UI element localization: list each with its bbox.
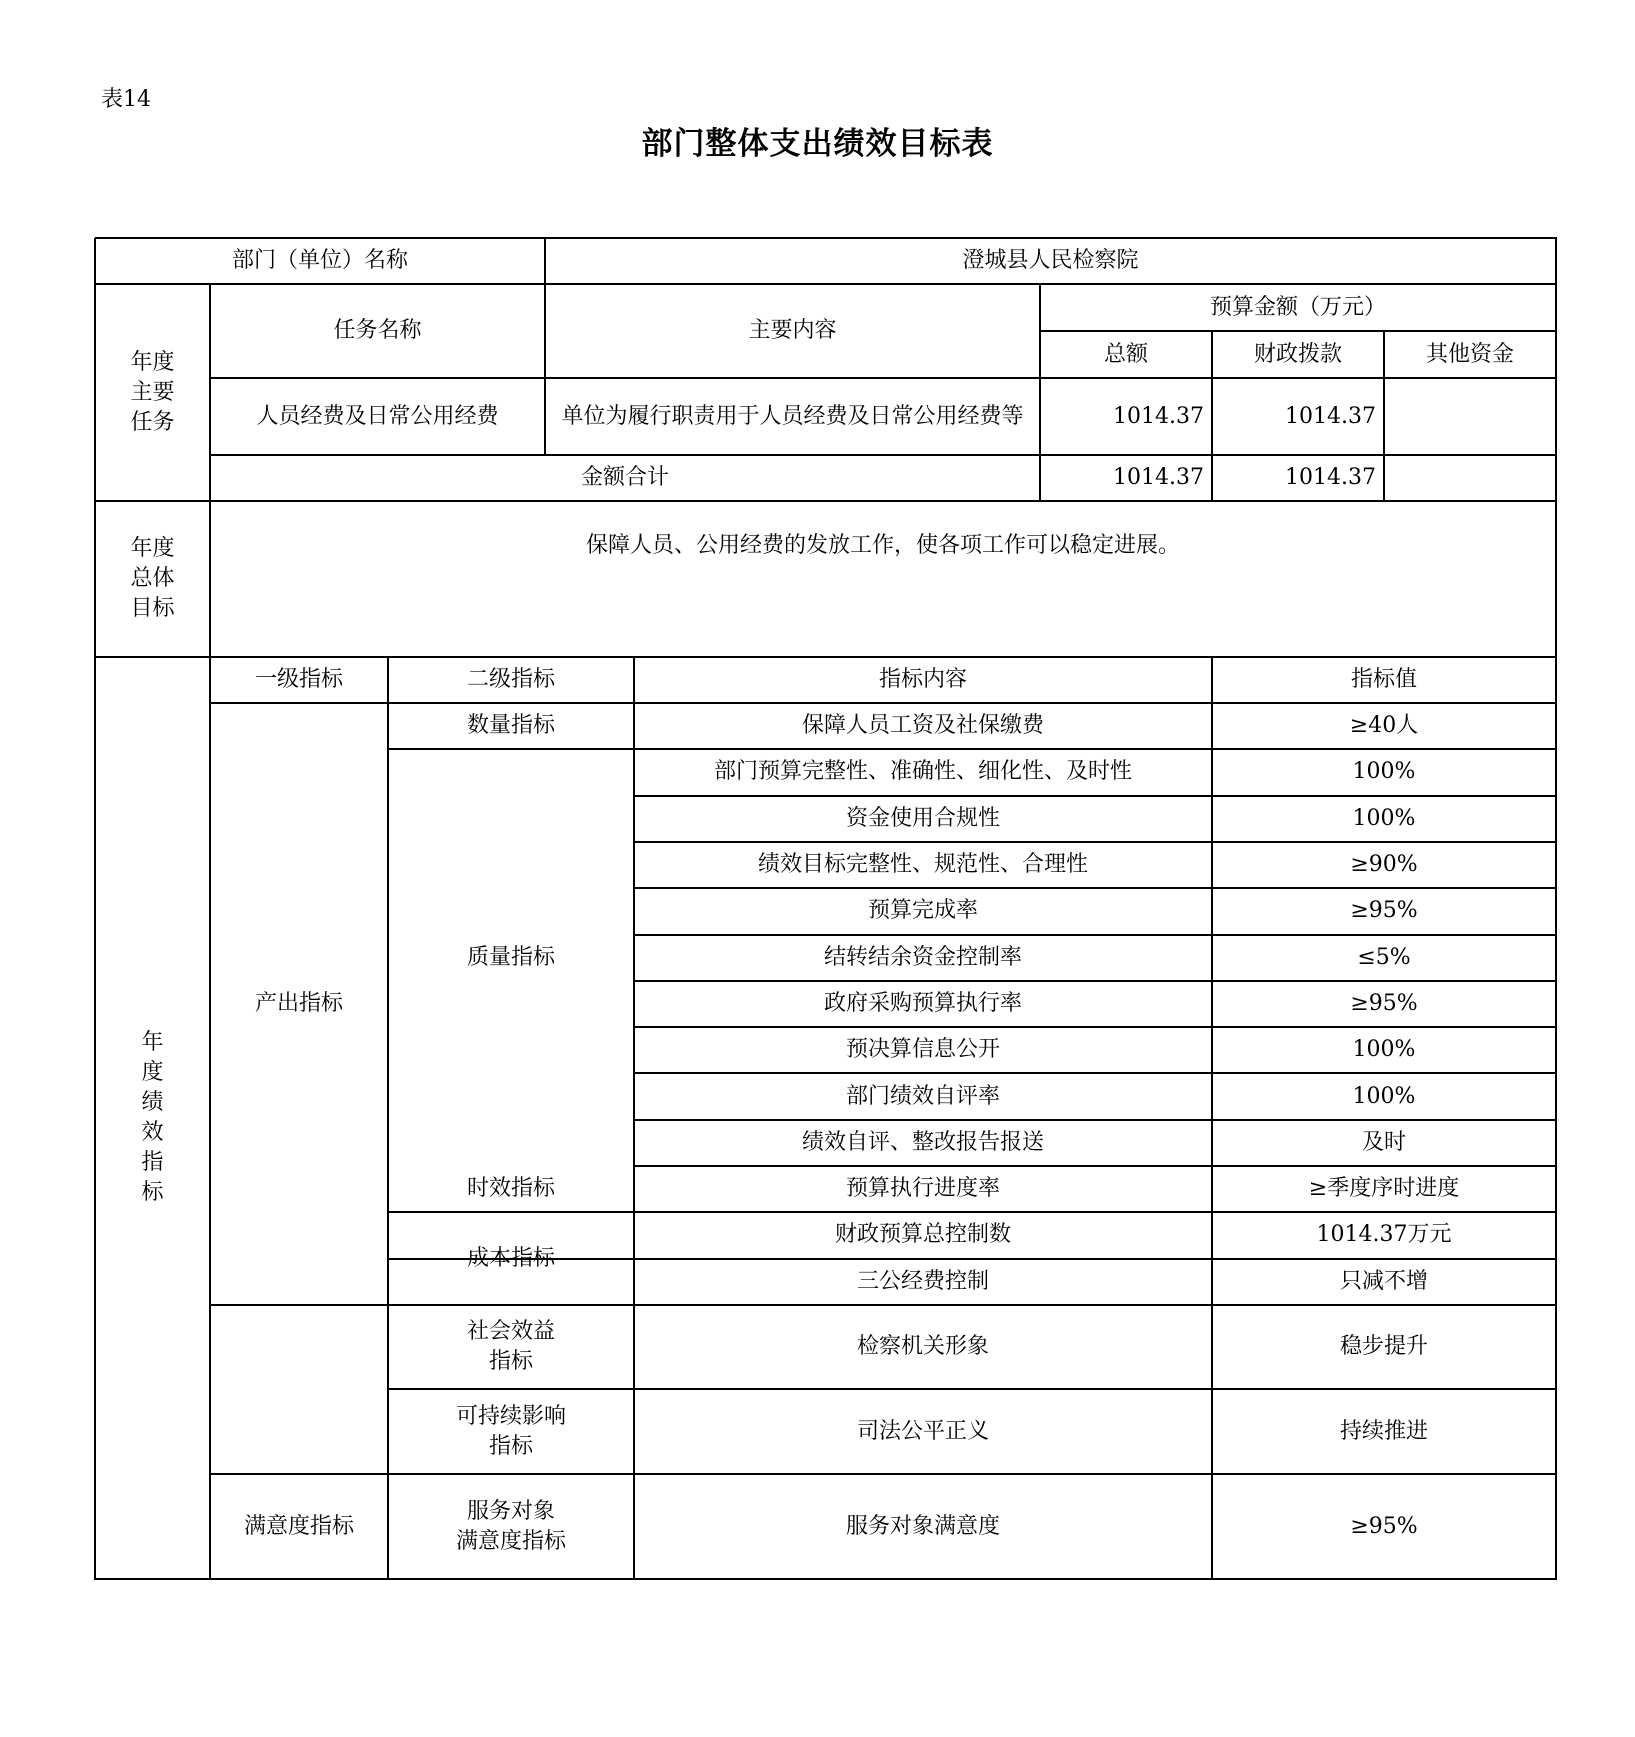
indicator-section-label-line: 标: [141, 1180, 164, 1205]
goal-text: 保障人员、公用经费的发放工作，使各项工作可以稳定进展。: [585, 533, 1180, 558]
indicator-value: ≥90%: [1350, 852, 1418, 878]
indicator-content: 预决算信息公开: [845, 1037, 1000, 1063]
col-total: 总额: [1103, 341, 1148, 367]
indicator-content: 预算执行进度率: [845, 1176, 1000, 1202]
col-other: 其他资金: [1425, 341, 1514, 367]
indicator-section-label-line: 效: [141, 1120, 164, 1145]
indicator-value: 100%: [1352, 1083, 1416, 1109]
indicator-content: 绩效目标完整性、规范性、合理性: [757, 852, 1088, 878]
task-other: [1384, 378, 1556, 455]
goal-section-label-line: 目标: [130, 596, 175, 621]
goal-section-label-line: 年度: [130, 536, 175, 561]
indicator-section-label: [95, 657, 210, 1579]
task-content: 单位为履行职责用于人员经费及日常公用经费等: [561, 403, 1024, 429]
indicator-content: 部门绩效自评率: [845, 1083, 1000, 1109]
col-task-name: 任务名称: [333, 318, 422, 343]
tasks-section-label-line: 年度: [130, 349, 175, 375]
sum-label: 金额合计: [580, 465, 669, 490]
level2-cost: 成本指标: [466, 1245, 555, 1271]
indicator-content: 资金使用合规性: [845, 805, 1000, 831]
indicator-content: 检察机关形象: [856, 1333, 989, 1359]
level2-timeliness: 时效指标: [466, 1176, 555, 1202]
level2-social-line: 指标: [488, 1348, 533, 1374]
level2-sustainable-line: 指标: [488, 1433, 533, 1459]
level2-social-line: 社会效益: [466, 1318, 555, 1344]
col-fiscal: 财政拨款: [1253, 341, 1342, 367]
task-name: 人员经费及日常公用经费: [256, 403, 499, 429]
level2-service: [388, 1474, 634, 1579]
indicator-value: 只减不增: [1339, 1268, 1428, 1294]
unit-name: 澄城县人民检察院: [962, 248, 1139, 273]
level1-effect: [210, 1305, 388, 1474]
col-budget: 预算金额（万元）: [1209, 294, 1386, 320]
col-indicator-content: 指标内容: [878, 667, 967, 692]
goal-section-label-line: 总体: [130, 566, 175, 591]
indicator-content: 财政预算总控制数: [834, 1222, 1011, 1248]
tasks-section-label-line: 任务: [130, 409, 175, 435]
goal-section-label: [95, 501, 210, 657]
indicator-value: 1014.37万元: [1316, 1222, 1452, 1248]
indicator-value: 100%: [1352, 1037, 1416, 1063]
level2-social: [388, 1305, 634, 1389]
indicator-value: ≥40人: [1349, 713, 1419, 739]
indicator-content: 绩效自评、整改报告报送: [801, 1129, 1044, 1155]
indicator-value: ≥95%: [1350, 898, 1418, 924]
indicator-section-label-line: 年: [141, 1030, 164, 1055]
tasks-section-label: [95, 284, 210, 501]
col-level2: 二级指标: [466, 667, 555, 692]
indicator-section-label-line: 绩: [141, 1090, 164, 1115]
indicator-content: 政府采购预算执行率: [823, 990, 1022, 1016]
indicator-value: ≥95%: [1350, 990, 1418, 1016]
indicator-value: 100%: [1352, 805, 1416, 831]
level2-quality: 质量指标: [466, 944, 555, 970]
indicator-value: 及时: [1361, 1129, 1406, 1155]
level2-service-line: 服务对象: [466, 1498, 555, 1524]
level1-satisfaction: 满意度指标: [243, 1513, 354, 1539]
indicator-value: 稳步提升: [1339, 1333, 1428, 1359]
col-level1: 一级指标: [254, 667, 343, 692]
level2-sustainable: [388, 1389, 634, 1474]
indicator-content: 保障人员工资及社保缴费: [801, 713, 1044, 739]
indicator-value: 100%: [1352, 759, 1416, 785]
indicator-section-label-line: 度: [141, 1060, 164, 1085]
indicator-content: 结转结余资金控制率: [823, 944, 1022, 970]
sum-total: 1014.37: [1113, 465, 1204, 490]
sum-fiscal: 1014.37: [1285, 465, 1376, 490]
tasks-section-label-line: 主要: [130, 379, 175, 405]
level2-sustainable-line: 可持续影响: [455, 1403, 566, 1429]
col-indicator-value: 指标值: [1350, 667, 1417, 692]
indicator-content: 服务对象满意度: [845, 1513, 1000, 1539]
indicator-content: 部门预算完整性、准确性、细化性、及时性: [713, 759, 1132, 785]
indicator-content: 司法公平正义: [856, 1418, 989, 1444]
page-title: 部门整体支出绩效目标表: [641, 126, 994, 162]
level1-output: 产出指标: [254, 990, 343, 1016]
unit-label: 部门（单位）名称: [231, 248, 408, 273]
task-fiscal: 1014.37: [1285, 403, 1376, 429]
indicator-value: 持续推进: [1339, 1418, 1428, 1444]
indicator-content: 预算完成率: [867, 898, 978, 924]
level2-quantity: 数量指标: [466, 713, 555, 739]
indicator-value: ≥95%: [1350, 1513, 1418, 1539]
table-number: 表14: [101, 87, 151, 112]
indicator-section-label-line: 指: [141, 1150, 164, 1175]
indicator-value: ≤5%: [1357, 944, 1411, 970]
task-total: 1014.37: [1113, 403, 1204, 429]
indicator-content: 三公经费控制: [856, 1268, 989, 1294]
sum-other: [1384, 455, 1556, 501]
indicator-value: ≥季度序时进度: [1308, 1176, 1460, 1202]
level2-service-line: 满意度指标: [455, 1528, 566, 1554]
col-main-content: 主要内容: [748, 318, 837, 343]
